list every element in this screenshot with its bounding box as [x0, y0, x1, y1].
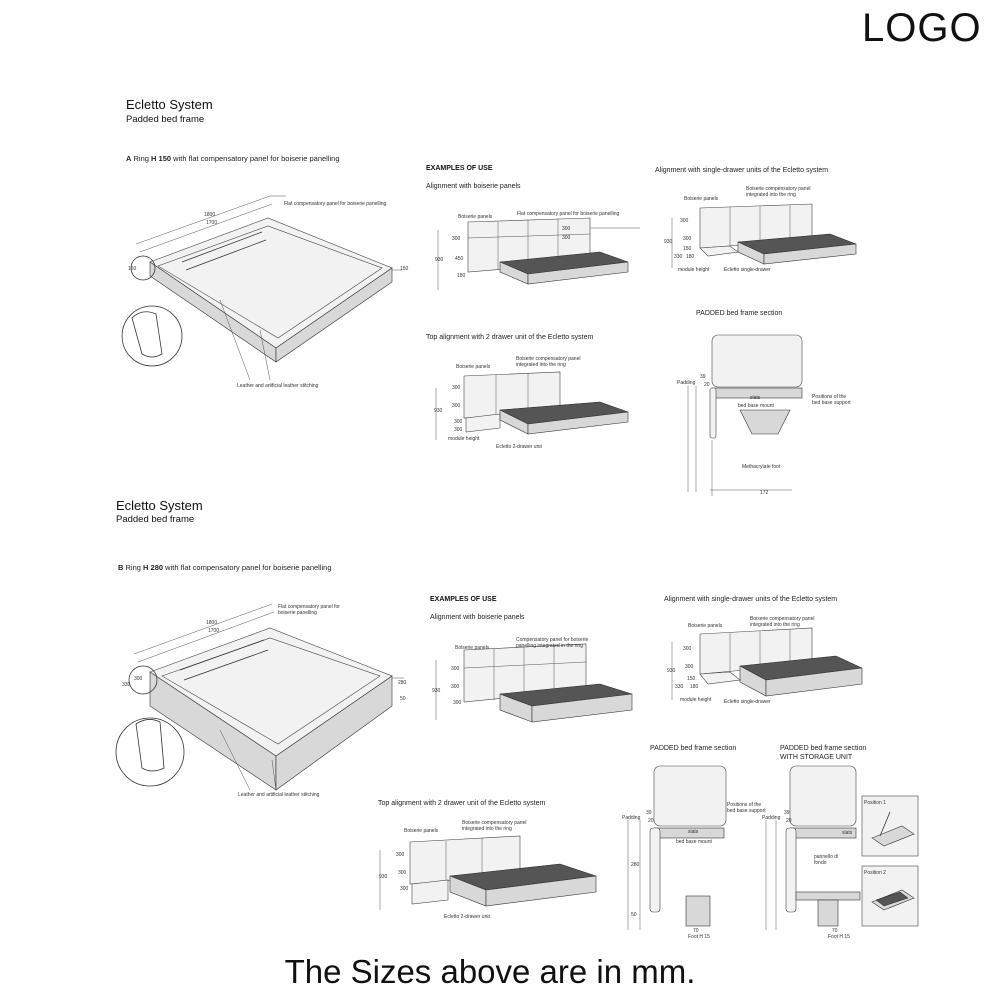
section-a-detail — [688, 335, 802, 496]
bed-a-drawing — [122, 196, 402, 380]
a-stitching-label: Leather and artificial leather stitching — [237, 383, 319, 389]
a3-boiserie-label: Boiserie panels — [456, 364, 491, 370]
a-flat-panel-label: Flat compensatory panel for boiserie panelling — [284, 201, 387, 207]
b-section-heading: PADDED bed frame section — [650, 745, 737, 752]
a-slats: slats — [750, 395, 761, 401]
a2-dim-150: 150 — [683, 246, 692, 252]
a-single-drawer-label: Ecletto single-drawer — [724, 267, 771, 273]
dim-b-330: 330 — [122, 682, 131, 688]
section-a-ring-line — [126, 154, 340, 163]
section-b-storage — [766, 766, 860, 930]
a3-integrated-label: Boiserie compensatory panel integrated into the ring — [516, 356, 581, 368]
dim-a-1700: 1700 — [206, 220, 218, 226]
a3-module-height: module height — [448, 436, 480, 442]
a-section-heading: PADDED bed frame section — [696, 310, 783, 317]
b2-dim-300-2: 300 — [685, 664, 694, 670]
a-two-drawer-label: Ecletto 2-drawer unit — [496, 444, 542, 450]
bed-b-drawing — [116, 604, 407, 790]
a-dim-20: 20 — [704, 382, 710, 388]
b-positions-label: Positions of the bed base support — [727, 802, 766, 814]
section-b-ring-suffix: with flat compensatory panel for boiserie panelling — [165, 563, 332, 572]
b-pannello: pannello di fondo — [814, 854, 839, 866]
b-boiserie-heading: Alignment with boiserie panels — [430, 614, 525, 621]
b2-dim-70: 70 — [832, 928, 838, 934]
b-single-drawer-label: Ecletto single-drawer — [724, 699, 771, 705]
b2-foot-label: Foot H 15 — [828, 934, 850, 940]
a-flat-panel-small: Flat compensatory panel for boiserie panelling — [517, 211, 620, 217]
b2-dim-20: 20 — [786, 818, 792, 824]
dim-b-1700: 1700 — [208, 628, 220, 634]
b-dim-300-2: 300 — [451, 684, 460, 690]
a-dim-39: 39 — [700, 374, 706, 380]
b-boiserie-label: Boiserie panels — [455, 645, 490, 651]
example-a-boiserie — [438, 218, 640, 290]
a2-dim-300-1: 300 — [680, 218, 689, 224]
section-b-title: Ecletto System — [116, 498, 203, 513]
b-slats: slats — [688, 829, 699, 835]
section-a-letter: A — [126, 154, 132, 163]
b3-dim-300-2: 300 — [398, 870, 407, 876]
section-a-subtitle: Padded bed frame — [126, 114, 205, 125]
section-b-ring-prefix: Ring — [125, 563, 141, 572]
b2-dim-330: 330 — [675, 684, 684, 690]
b3-dim-300-3: 300 — [400, 886, 409, 892]
section-a-ring-suffix: with flat compensatory panel for boiserie panelling — [173, 154, 340, 163]
a-dim-172: 172 — [760, 490, 769, 496]
a3-dim-300-3: 300 — [454, 419, 463, 425]
b2-slats: slats — [842, 830, 853, 836]
example-b-top-align — [380, 836, 596, 910]
position-boxes — [862, 796, 918, 926]
section-b-detail — [628, 766, 726, 930]
b2-dim-150: 150 — [687, 676, 696, 682]
b3-boiserie-label: Boiserie panels — [404, 828, 439, 834]
section-a-ring-value: H 150 — [151, 154, 172, 163]
a-module-height: module height — [678, 267, 710, 273]
dim-b-50: 50 — [400, 696, 406, 702]
b3-dim-300-1: 300 — [396, 852, 405, 858]
b-stitching-label: Leather and artificial leather stitching — [238, 792, 320, 798]
section-b-subtitle: Padded bed frame — [116, 514, 195, 525]
a-positions-label: Positions of the bed base support — [812, 394, 851, 406]
b-boiserie-label-2: Boiserie panels — [688, 623, 723, 629]
section-b-letter: B — [118, 563, 124, 572]
a-dim-300-1: 300 — [452, 236, 461, 242]
a-padding: Padding — [677, 380, 696, 386]
b-top-align-heading: Top alignment with 2 drawer unit of the Ecletto system — [378, 800, 546, 807]
dim-b-280: 280 — [398, 680, 407, 686]
a-examples-heading: EXAMPLES OF USE — [426, 165, 493, 172]
b2-padding: Padding — [762, 815, 781, 821]
a-dim-180: 180 — [457, 273, 466, 279]
a-dim-450: 450 — [455, 256, 464, 262]
dim-b-1800: 1800 — [206, 620, 218, 626]
b-bed-base-mount: bed base mount — [676, 839, 712, 845]
a3-dim-300-1: 300 — [452, 385, 461, 391]
b-flat-panel-label: Flat compensatory panel for boiserie panelling — [278, 604, 340, 616]
b-dim-39: 39 — [646, 810, 652, 816]
a-dim-930: 930 — [435, 257, 444, 263]
b-storage-heading: PADDED bed frame section — [780, 745, 867, 752]
b-foot-label: Foot H 15 — [688, 934, 710, 940]
b-dim-70: 70 — [693, 928, 699, 934]
section-a-title: Ecletto System — [126, 97, 213, 112]
b-module-height: module height — [680, 697, 712, 703]
dim-b-300: 300 — [134, 676, 143, 682]
a-boiserie-heading: Alignment with boiserie panels — [426, 183, 521, 190]
logo: LOGO — [862, 6, 982, 50]
b-examples-heading: EXAMPLES OF USE — [430, 596, 497, 603]
dim-a-150-right: 150 — [400, 266, 409, 272]
b-dim-300-3: 300 — [453, 700, 462, 706]
b-dim-300-1: 300 — [451, 666, 460, 672]
example-a-single-drawer — [672, 204, 856, 268]
b-position-2: Position 2 — [864, 870, 886, 876]
a-boiserie-label: Boiserie panels — [458, 214, 493, 220]
b-compensatory-label: Compensatory panel for boiserie panelling integrated in the ring — [516, 637, 589, 649]
b-with-storage: WITH STORAGE UNIT — [780, 754, 853, 761]
a3-dim-300-2: 300 — [452, 403, 461, 409]
footer-note: The Sizes above are in mm. — [284, 953, 696, 990]
a-bed-base-mount: bed base mount — [738, 403, 774, 409]
b2-dim-300-1: 300 — [683, 646, 692, 652]
b-padding: Padding — [622, 815, 641, 821]
a-integrated-label: Boiserie compensatory panel integrated into the ring — [746, 186, 811, 198]
dim-a-150-left: 150 — [128, 266, 137, 272]
a-boiserie-label-2: Boiserie panels — [684, 196, 719, 202]
a-dim-300-2: 300 — [562, 226, 571, 232]
b-integrated-label: Boiserie compensatory panel integrated into the ring — [750, 616, 815, 628]
b2-dim-180: 180 — [690, 684, 699, 690]
b3-integrated-label: Boiserie compensatory panel integrated into the ring — [462, 820, 527, 832]
b-dim-50: 50 — [631, 912, 637, 918]
dim-a-1800: 1800 — [204, 212, 216, 218]
section-b-ring-value: H 280 — [143, 563, 164, 572]
a-single-drawer-heading: Alignment with single-drawer units of the Ecletto system — [655, 167, 829, 174]
a-dim-300-3: 300 — [562, 235, 571, 241]
b-single-drawer-heading: Alignment with single-drawer units of the Ecletto system — [664, 596, 838, 603]
b3-dim-930: 930 — [379, 874, 388, 880]
example-b-single-drawer — [672, 628, 862, 700]
b2-dim-930: 930 — [667, 668, 676, 674]
section-a-ring-prefix: Ring — [133, 154, 149, 163]
b-dim-280: 280 — [631, 862, 640, 868]
example-b-boiserie — [436, 644, 632, 722]
b-dim-20: 20 — [648, 818, 654, 824]
a3-dim-30: 300 — [454, 427, 463, 433]
a-top-align-heading: Top alignment with 2 drawer unit of the Ecletto system — [426, 334, 594, 341]
b2-dim-39: 39 — [784, 810, 790, 816]
b-two-drawer-label: Ecletto 2-drawer unit — [444, 914, 490, 920]
a3-dim-930: 930 — [434, 408, 443, 414]
example-a-top-align — [436, 372, 628, 440]
b-dim-930: 930 — [432, 688, 441, 694]
a2-dim-180: 180 — [686, 254, 695, 260]
section-b-ring-line — [118, 563, 332, 572]
a2-dim-330: 330 — [674, 254, 683, 260]
a2-dim-930: 930 — [664, 239, 673, 245]
a-foot-label: Methacrylate foot — [742, 464, 781, 470]
a2-dim-300-2: 300 — [683, 236, 692, 242]
b-position-1: Position 1 — [864, 800, 886, 806]
